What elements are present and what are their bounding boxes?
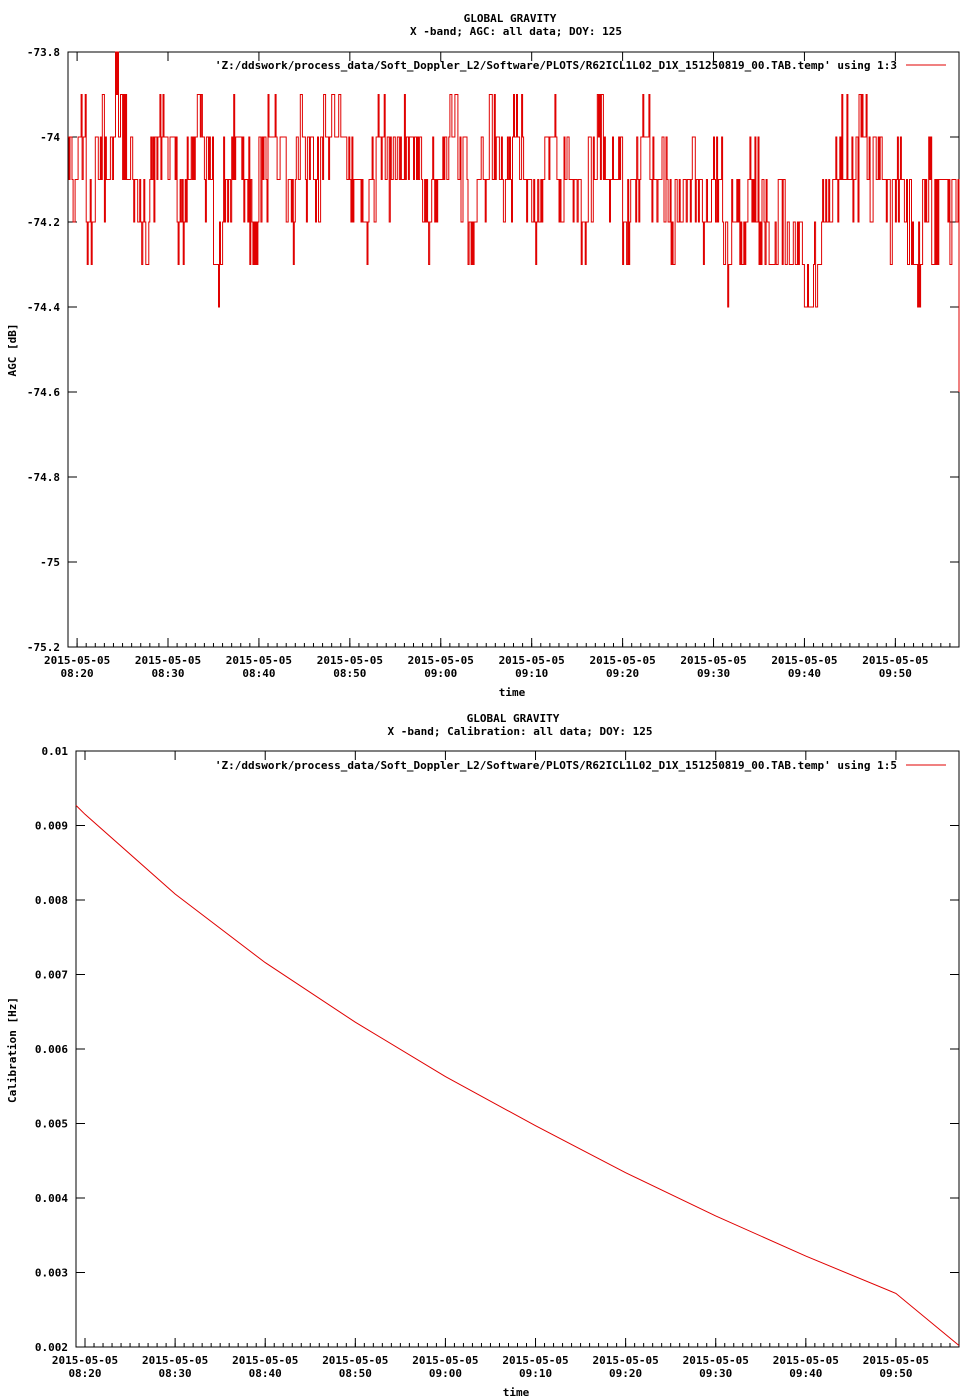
agc-x-tick-date: 2015-05-05 (407, 654, 474, 667)
calibration-y-tick-label: 0.003 (34, 1266, 68, 1280)
calibration-x-tick-date: 2015-05-05 (772, 1354, 839, 1367)
agc-plot-frame (68, 52, 959, 647)
calibration-y-tick-label: 0.002 (34, 1341, 68, 1354)
calibration-x-tick-date: 2015-05-05 (51, 1354, 119, 1367)
agc-y-tick-label: -75 (40, 556, 60, 569)
agc-chart (6, 12, 959, 699)
agc-x-tick-time: 08:30 (151, 667, 185, 680)
agc-x-tick-time: 09:30 (696, 667, 731, 680)
agc-x-tick-date: 2015-05-05 (771, 654, 838, 667)
calibration-y-tick-label: 0.008 (34, 894, 68, 907)
agc-y-tick-label: -74 (40, 131, 60, 144)
agc-x-tick-date: 2015-05-05 (862, 654, 929, 667)
calibration-x-tick-date: 2015-05-05 (141, 1354, 209, 1367)
agc-x-tick-time: 09:20 (606, 667, 640, 680)
calibration-x-tick-time: 09:00 (428, 1367, 462, 1380)
calibration-x-tick-date: 2015-05-05 (682, 1354, 749, 1367)
agc-x-tick-date: 2015-05-05 (225, 654, 293, 667)
calibration-x-tick-time: 09:40 (789, 1367, 823, 1380)
calibration-chart-title: GLOBAL GRAVITY (466, 712, 560, 725)
calibration-x-tick-time: 09:10 (518, 1367, 553, 1380)
calibration-x-tick-time: 08:20 (68, 1367, 102, 1380)
calibration-plot-frame (76, 751, 959, 1347)
calibration-y-tick-label: 0.005 (34, 1117, 68, 1131)
calibration-chart (6, 712, 959, 1399)
agc-chart-subtitle: X -band; AGC: all data; DOY: 125 (410, 25, 622, 38)
calibration-x-axis-label: time (502, 1386, 530, 1399)
agc-y-tick-label: -74.8 (26, 471, 60, 484)
calibration-x-tick-time: 08:50 (338, 1367, 372, 1380)
calibration-y-tick-label: 0.006 (34, 1043, 68, 1056)
calibration-x-tick-time: 09:20 (609, 1367, 643, 1380)
calibration-x-tick-date: 2015-05-05 (862, 1354, 930, 1367)
calibration-x-tick-date: 2015-05-05 (412, 1354, 479, 1367)
agc-x-tick-time: 08:20 (60, 667, 94, 680)
agc-x-tick-time: 08:40 (242, 667, 276, 680)
agc-x-tick-time: 09:40 (787, 667, 822, 680)
calibration-y-axis-label: Calibration [Hz] (6, 997, 19, 1103)
agc-y-tick-label: -74.4 (26, 301, 60, 314)
agc-x-tick-date: 2015-05-05 (680, 654, 747, 667)
agc-y-axis-label: AGC [dB] (6, 323, 19, 377)
agc-y-tick-label: -73.8 (26, 46, 60, 59)
calibration-y-tick-label: 0.004 (34, 1192, 68, 1205)
agc-x-tick-time: 09:00 (424, 667, 458, 680)
agc-series-line (68, 52, 959, 392)
agc-x-tick-time: 09:10 (515, 667, 549, 680)
agc-y-tick-label: -74.6 (26, 386, 60, 399)
calibration-y-tick-label: 0.01 (41, 745, 68, 758)
calibration-x-tick-time: 08:40 (248, 1367, 282, 1380)
agc-y-tick-label: -74.2 (26, 216, 60, 229)
calibration-x-tick-time: 09:30 (699, 1367, 733, 1380)
agc-chart-title: GLOBAL GRAVITY (463, 12, 557, 25)
calibration-x-tick-date: 2015-05-05 (232, 1354, 299, 1367)
calibration-legend-label: 'Z:/ddswork/process_data/Soft_Doppler_L2/Software/PLOTS/R62ICL1L02_D1X_151250819_00.TAB.temp' using 1:5 (214, 759, 897, 772)
calibration-series-line (76, 805, 959, 1345)
calibration-x-tick-date: 2015-05-05 (322, 1354, 389, 1367)
calibration-x-tick-time: 08:30 (158, 1367, 192, 1380)
calibration-x-tick-date: 2015-05-05 (502, 1354, 569, 1367)
agc-x-tick-date: 2015-05-05 (43, 654, 111, 667)
agc-y-tick-label: -75.2 (26, 641, 60, 654)
calibration-x-tick-time: 09:50 (879, 1367, 913, 1380)
agc-x-tick-date: 2015-05-05 (134, 654, 202, 667)
agc-x-tick-time: 08:50 (333, 667, 367, 680)
agc-legend-label: 'Z:/ddswork/process_data/Soft_Doppler_L2/Software/PLOTS/R62ICL1L02_D1X_151250819_00.TAB.temp' using 1:3 (214, 59, 897, 72)
calibration-y-tick-label: 0.009 (34, 819, 68, 833)
agc-x-tick-time: 09:50 (878, 667, 912, 680)
agc-x-tick-date: 2015-05-05 (589, 654, 656, 667)
calibration-y-tick-label: 0.007 (34, 968, 68, 982)
calibration-chart-subtitle: X -band; Calibration: all data; DOY: 125 (387, 725, 653, 738)
agc-x-axis-label: time (498, 686, 526, 699)
calibration-x-axis (52, 751, 959, 1380)
agc-x-tick-date: 2015-05-05 (316, 654, 383, 667)
agc-x-tick-date: 2015-05-05 (498, 654, 565, 667)
calibration-x-tick-date: 2015-05-05 (592, 1354, 659, 1367)
